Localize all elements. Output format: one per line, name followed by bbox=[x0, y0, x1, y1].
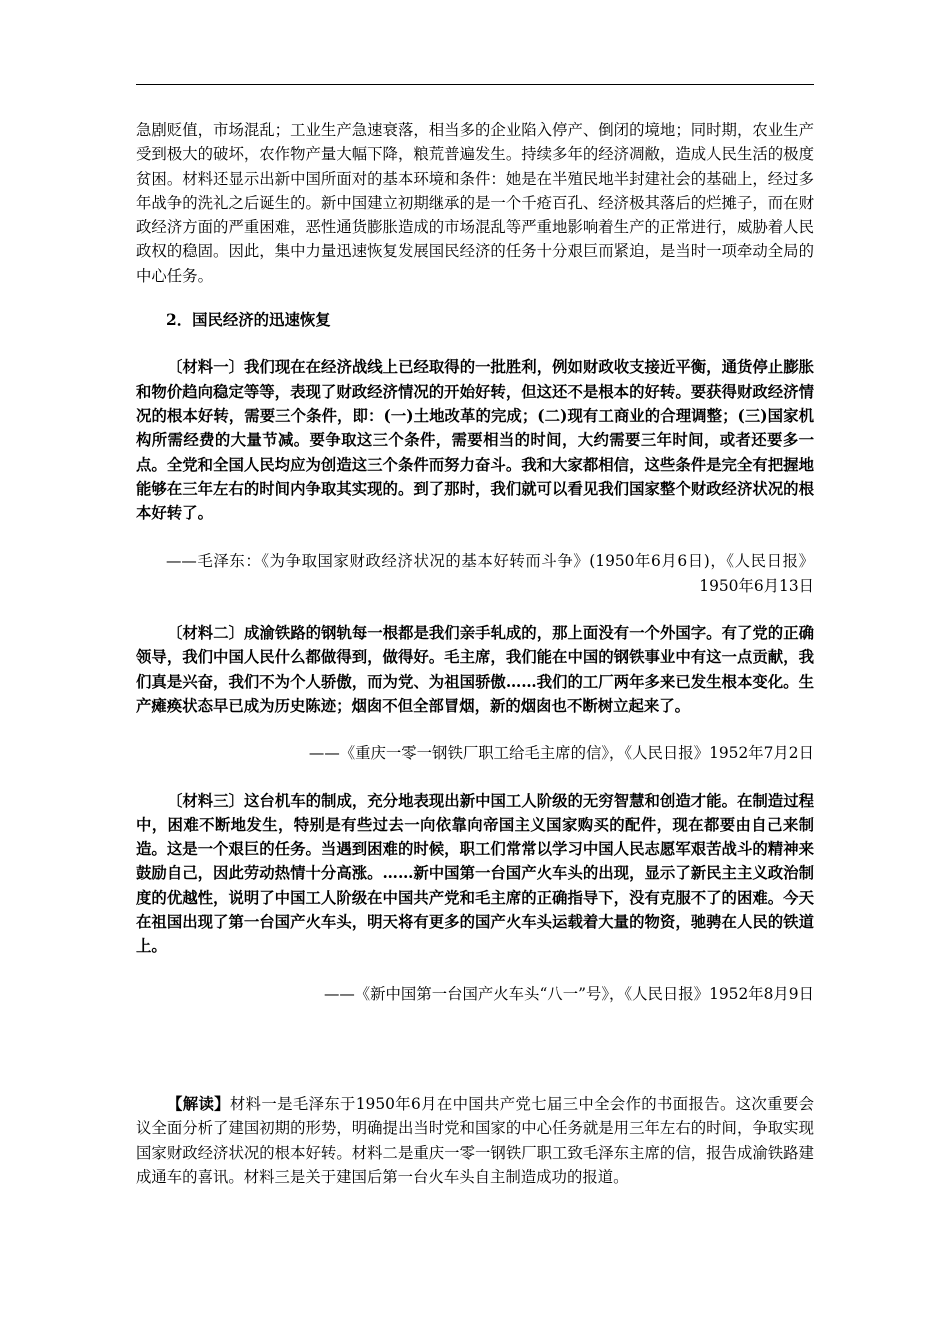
material-three-source: ——《新中国第一台国产火车头“八一”号》，《人民日报》1952年8月9日 bbox=[323, 984, 814, 1003]
material-one-source: ——毛泽东：《为争取国家财政经济状况的基本好转而斗争》(1950年6月6日)，《人民日报》1950年6月13日 bbox=[166, 552, 814, 595]
header-rule bbox=[136, 84, 814, 85]
material-two-paragraph: 〔材料二〕成渝铁路的钢轨每一根都是我们亲手轧成的，那上面没有一个外国字。有了党的正确领导，我们中国人民什么都做得到，做得好。毛主席，我们能在中国的钢铁事业中有这一点贡献，我们真是兴奋，我们不为个人骄傲，而为党、为祖国骄傲……我们的工厂两年多来已发生根本变化。生产瘫痪状态早已成为历史陈迹；烟囱不但全部冒烟，新的烟囱也不断树立起来了。 bbox=[136, 624, 814, 715]
interpretation-paragraph bbox=[136, 1092, 814, 1189]
interpretation-text: 材料一是毛泽东于1950年6月在中国共产党七届三中全会作的书面报告。这次重要会议全面分析了建国初期的形势，明确提出当时党和国家的中心任务就是用三年左右的时间，争取实现国家财政经济状况的根本好转。材料二是重庆一零一钢铁厂职工致毛泽东主席的信，报告成渝铁路建成通车的喜讯。材料三是关于建国后第一台火车头自主制造成功的报道。 bbox=[136, 1094, 814, 1186]
material-three-paragraph: 〔材料三〕这台机车的制成，充分地表现出新中国工人阶级的无穷智慧和创造才能。在制造过程中，困难不断地发生，特别是有些过去一向依靠向帝国主义国家购买的配件，现在都要由自己来制造。这是一个艰巨的任务。当遇到困难的时候，职工们常常以学习中国人民志愿军艰苦战斗的精神来鼓励自己，因此劳动热情十分高涨。……新中国第一台国产火车头的出现，显示了新民主主义政治制度的优越性，说明了中国工人阶级在中国共产党和毛主席的正确指导下，没有克服不了的困难。今天在祖国出现了第一台国产火车头，明天将有更多的国产火车头运载着大量的物资，驰骋在人民的铁道上。 bbox=[136, 791, 814, 956]
section-heading: 2．国民经济的迅速恢复 bbox=[166, 311, 331, 330]
material-one-paragraph: 〔材料一〕我们现在在经济战线上已经取得的一批胜利，例如财政收支接近平衡，通货停止膨胀和物价趋向稳定等等，表现了财政经济情况的开始好转，但这还不是根本的好转。要获得财政经济情况的根本好转，需要三个条件，即：(一)土地改革的完成；(二)现有工商业的合理调整；(三)国家机构所需经费的大量节减。要争取这三个条件，需要相当的时间，大约需要三年时间，或者还要多一点。全党和全国人民均应为创造这三个条件而努力奋斗。我和大家都相信，这些条件是完全有把握地能够在三年左右的时间内争取其实现的。到了那时，我们就可以看见我们国家整个财政经济状况的根本好转了。 bbox=[136, 358, 814, 523]
interpretation-label: 【解读】 bbox=[167, 1094, 230, 1113]
document-body bbox=[136, 118, 814, 1189]
intro-paragraph: 急剧贬值，市场混乱；工业生产急速衰落，相当多的企业陷入停产、倒闭的境地；同时期，农业生产受到极大的破坏，农作物产量大幅下降，粮荒普遍发生。持续多年的经济凋敝，造成人民生活的极度贫困。材料还显示出新中国所面对的基本环境和条件：她是在半殖民地半封建社会的基础上，经过多年战争的洗礼之后诞生的。新中国建立初期继承的是一个千疮百孔、经济极其落后的烂摊子，而在财政经济方面的严重困难，恶性通货膨胀造成的市场混乱等严重地影响着生产的正常进行，威胁着人民政权的稳固。因此，集中力量迅速恢复发展国民经济的任务十分艰巨而紧迫，是当时一项牵动全局的中心任务。 bbox=[136, 121, 814, 285]
material-two-source: ——《重庆一零一钢铁厂职工给毛主席的信》，《人民日报》1952年7月2日 bbox=[308, 744, 814, 763]
